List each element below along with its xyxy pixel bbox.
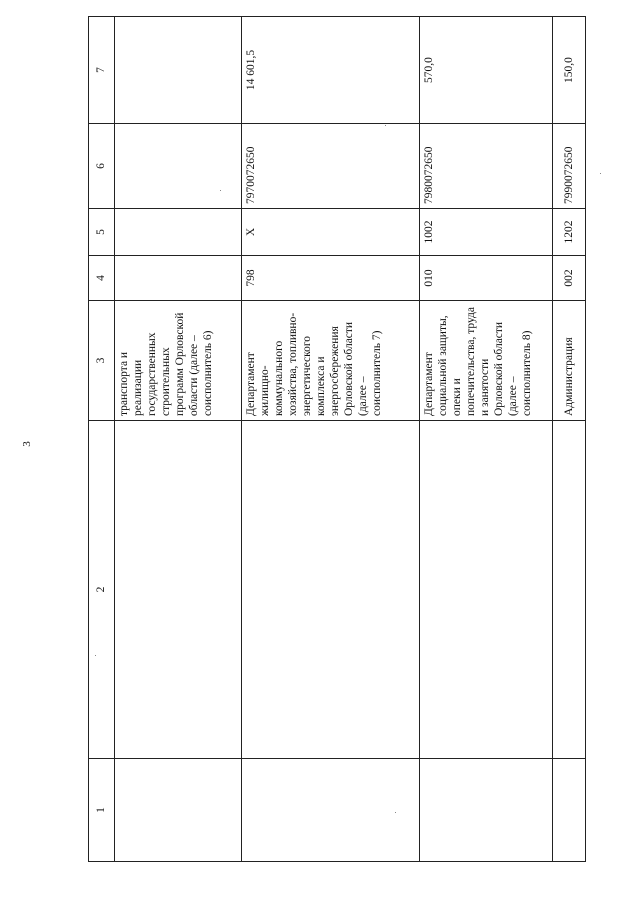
target-article-cell: 7980072650 [420, 124, 553, 209]
table-header-row [89, 17, 115, 862]
table-cell [242, 421, 420, 759]
section-code-cell: X [242, 209, 420, 256]
table-cell [115, 759, 242, 862]
executor-cell: транспорта и реализации государственных строительных программ Орловской области (далее – соисполнитель 6) [115, 301, 242, 421]
table-cell [242, 759, 420, 862]
grbs-code-cell: 010 [420, 256, 553, 301]
table-row [115, 17, 242, 862]
column-header: 7 [89, 17, 115, 124]
executor-cell: Администрация [553, 301, 586, 421]
page-number: 3 [20, 441, 33, 447]
grbs-code-cell: 002 [553, 256, 586, 301]
table-row [420, 17, 553, 862]
amount-cell: 570,0 [420, 17, 553, 124]
target-article-cell: 7970072650 [242, 124, 420, 209]
executor-cell: Департамент жилищно-коммунального хозяйства, топливно-энергетического комплекса и энергосбережения Орловской области (далее – соисполнитель 7) [242, 301, 420, 421]
table-cell [420, 421, 553, 759]
scan-speck [395, 812, 396, 813]
table-cell [115, 17, 242, 124]
column-header: 5 [89, 209, 115, 256]
table-cell [115, 209, 242, 256]
scan-speck [385, 125, 386, 126]
table-row [242, 17, 420, 862]
table-cell [420, 759, 553, 862]
section-code-cell: 1202 [553, 209, 586, 256]
column-header: 4 [89, 256, 115, 301]
budget-table [88, 16, 586, 862]
table-cell [115, 421, 242, 759]
grbs-code-cell: 798 [242, 256, 420, 301]
executor-cell: Департамент социальной защиты, опеки и попечительства, труда и занятости Орловской области (далее – соисполнитель 8) [420, 301, 553, 421]
table-cell [115, 256, 242, 301]
column-header: 6 [89, 124, 115, 209]
column-header: 1 [89, 759, 115, 862]
target-article-cell: 7990072650 [553, 124, 586, 209]
scan-speck [95, 655, 96, 656]
section-code-cell: 1002 [420, 209, 553, 256]
scan-speck [220, 190, 221, 191]
amount-cell: 150,0 [553, 17, 586, 124]
rotated-page-content [88, 17, 585, 862]
column-header: 2 [89, 421, 115, 759]
amount-cell: 14 601,5 [242, 17, 420, 124]
table-cell [553, 759, 586, 862]
table-cell [553, 421, 586, 759]
column-header: 3 [89, 301, 115, 421]
table-row [553, 17, 586, 862]
scan-speck [600, 173, 601, 174]
table-cell [115, 124, 242, 209]
